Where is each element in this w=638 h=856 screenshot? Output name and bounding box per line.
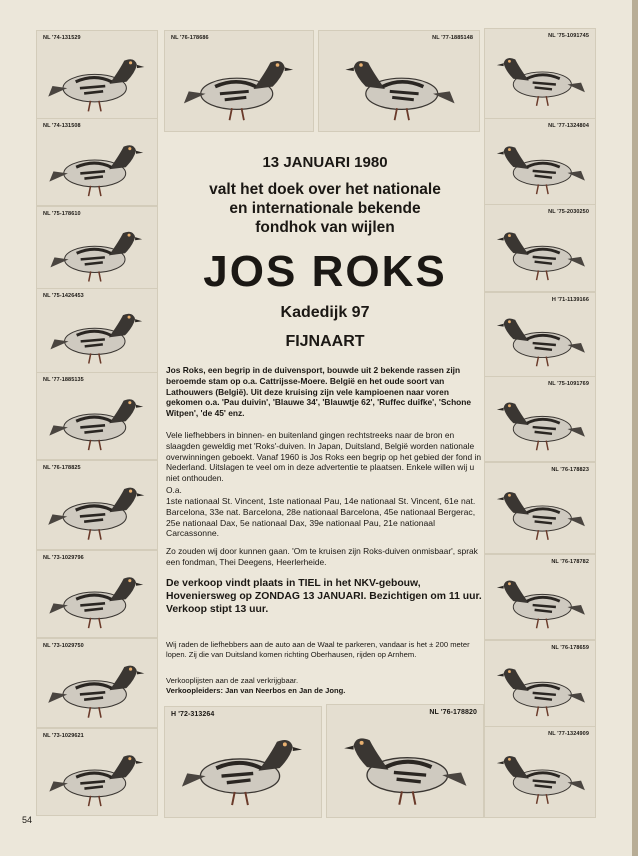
history-paragraph: Vele liefhebbers in binnen- en buitenland gingen rechtstreeks naar de bron en slaagden geweldig met 'Roks'-duiven. In Japan, Duitsland, België worden nationale overwinningen geboekt. Vanaf 1960 is Jos Roks een begrip op het gebied der fond in Nederland. Uitslagen te veel om in deze advertentie te plaatsen. Enkele willen wij u niet onthouden. bbox=[166, 430, 482, 484]
pigeon-photo bbox=[36, 638, 158, 728]
pigeon-photo bbox=[36, 550, 158, 638]
pigeon-photo bbox=[484, 376, 596, 462]
headline bbox=[160, 180, 490, 237]
pigeon-icon bbox=[44, 648, 150, 722]
headline-line: en internationale bekende bbox=[229, 200, 421, 217]
pigeon-icon bbox=[44, 215, 150, 286]
pigeon-photo bbox=[318, 30, 480, 132]
pigeon-photo bbox=[484, 726, 596, 818]
pigeon-icon bbox=[492, 563, 589, 634]
pigeon-icon bbox=[44, 40, 150, 117]
intro-paragraph: Jos Roks, een begrip in de duivensport, bouwde uit 2 bekende rassen zijn beroemde stam op o.a. Cattrijsse-Moere. België en het oude soort van Lathouwers (België). Uit deze kruising zijn vele kampioenen naar voren gekomen o.a. 'Pau duivin', 'Blauwe 34', 'Blauwtje 62', 'Ruffec duifke', 'Schone Witpen', 'de 45' enz. bbox=[166, 365, 472, 419]
headline-line: valt het doek over het nationale bbox=[209, 181, 441, 198]
page-number: 54 bbox=[22, 815, 33, 825]
quote-paragraph: Zo zouden wij door kunnen gaan. 'Om te kruisen zijn Roks-duiven onmisbaar', sprak een fondman, Thei Deegens, Heerlerheide. bbox=[166, 546, 478, 567]
pigeon-photo bbox=[484, 462, 596, 554]
ring-number: NL '75-1091745 bbox=[548, 33, 589, 39]
ring-number: NL '76-178659 bbox=[551, 645, 589, 651]
ring-number: NL '75-2030250 bbox=[548, 209, 589, 215]
ring-number: NL '73-1029796 bbox=[43, 555, 84, 561]
ring-number: NL '74-131508 bbox=[43, 123, 81, 129]
pigeon-photo bbox=[164, 706, 322, 818]
sale-info: De verkoop vindt plaats in TIEL in het NKV-gebouw, Hoveniersweg op ZONDAG 13 JANUARI. Bezichtigen om 11 uur. Verkoop stipt 13 uur. bbox=[166, 578, 482, 615]
pigeon-icon bbox=[492, 214, 589, 286]
ring-number: NL '75-1091769 bbox=[548, 381, 589, 387]
breeder-address: Kadedijk 97 bbox=[280, 304, 370, 321]
pigeon-photo bbox=[164, 30, 314, 132]
ring-number: H '71-1139166 bbox=[551, 297, 589, 303]
headline-line: fondhok van wijlen bbox=[255, 219, 395, 236]
ring-number: NL '77-1324804 bbox=[548, 123, 589, 129]
ring-number: NL '76-178686 bbox=[171, 35, 209, 41]
sale-lists-note: Verkooplijsten aan de zaal verkrijgbaar. bbox=[166, 676, 299, 685]
ring-number: NL '73-1029621 bbox=[43, 733, 84, 739]
results-intro: O.a. bbox=[166, 485, 182, 495]
ring-number: NL '76-178825 bbox=[43, 465, 81, 471]
ring-number: NL '75-178610 bbox=[43, 211, 81, 217]
pigeon-icon bbox=[492, 472, 589, 548]
pigeon-photo bbox=[36, 728, 158, 816]
pigeon-photo bbox=[484, 204, 596, 292]
parking-paragraph: Wij raden de liefhebbers aan de auto aan de Waal te parkeren, vandaar is het ± 200 meter lopen. Zij die van Duitsland komen richting Oberhausen, rijden op Arnhem. bbox=[166, 640, 470, 659]
pigeon-icon bbox=[44, 470, 150, 544]
page-edge bbox=[632, 0, 638, 856]
pigeon-icon bbox=[329, 41, 470, 125]
pigeon-icon bbox=[44, 382, 150, 454]
breeder-name: JOS ROKS bbox=[203, 247, 447, 296]
pigeon-icon bbox=[492, 650, 589, 722]
pigeon-icon bbox=[44, 297, 150, 368]
ring-number: NL '75-1426453 bbox=[43, 293, 84, 299]
pigeon-icon bbox=[174, 718, 311, 810]
ring-number: NL '76-178782 bbox=[551, 559, 589, 565]
pigeon-photo bbox=[326, 704, 484, 818]
auctioneers-line: Verkoopleiders: Jan van Neerbos en Jan de Jong. bbox=[166, 686, 346, 695]
pigeon-icon bbox=[492, 128, 589, 200]
pigeon-icon bbox=[492, 736, 589, 812]
pigeon-photo bbox=[36, 372, 158, 460]
pigeon-icon bbox=[174, 41, 304, 125]
ring-number: NL '77-1885135 bbox=[43, 377, 84, 383]
breeder-city: FIJNAART bbox=[285, 333, 365, 350]
pigeon-icon bbox=[492, 301, 589, 372]
pigeon-icon bbox=[336, 716, 473, 810]
pigeon-photo bbox=[484, 554, 596, 640]
pigeon-photo bbox=[36, 206, 158, 292]
ring-number: NL '73-1029750 bbox=[43, 643, 84, 649]
pigeon-photo bbox=[36, 460, 158, 550]
ring-number: NL '74-131529 bbox=[43, 35, 81, 41]
pigeon-icon bbox=[492, 385, 589, 456]
auction-date: 13 JANUARI 1980 bbox=[262, 154, 388, 171]
pigeon-photo bbox=[36, 288, 158, 374]
ring-number: NL '77-1324909 bbox=[548, 731, 589, 737]
pigeon-icon bbox=[44, 738, 150, 810]
pigeon-photo bbox=[36, 30, 158, 124]
pigeon-icon bbox=[44, 128, 150, 200]
pigeon-icon bbox=[492, 38, 589, 114]
pigeon-photo bbox=[484, 292, 596, 378]
ring-number: NL '76-178820 bbox=[429, 709, 477, 716]
ring-number: NL '77-1885148 bbox=[432, 35, 473, 41]
pigeon-icon bbox=[44, 560, 150, 632]
pigeon-photo bbox=[36, 118, 158, 206]
pigeon-photo bbox=[484, 640, 596, 728]
pigeon-photo bbox=[484, 118, 596, 206]
ring-number: NL '76-178823 bbox=[551, 467, 589, 473]
results-paragraph: 1ste nationaal St. Vincent, 1ste nationaal Pau, 14e nationaal St. Vincent, 61e nat. Barcelona, 33e nat. Barcelona, 28e nationaal Barcelona, 45e nationaal Bergerac, 25e nationaal Dax, 5e nationaal Dax, 39e nationaal Pau, 21e nationaal Carcassonne. bbox=[166, 496, 476, 539]
ring-number: H '72-313264 bbox=[171, 711, 215, 718]
pigeon-photo bbox=[484, 28, 596, 120]
